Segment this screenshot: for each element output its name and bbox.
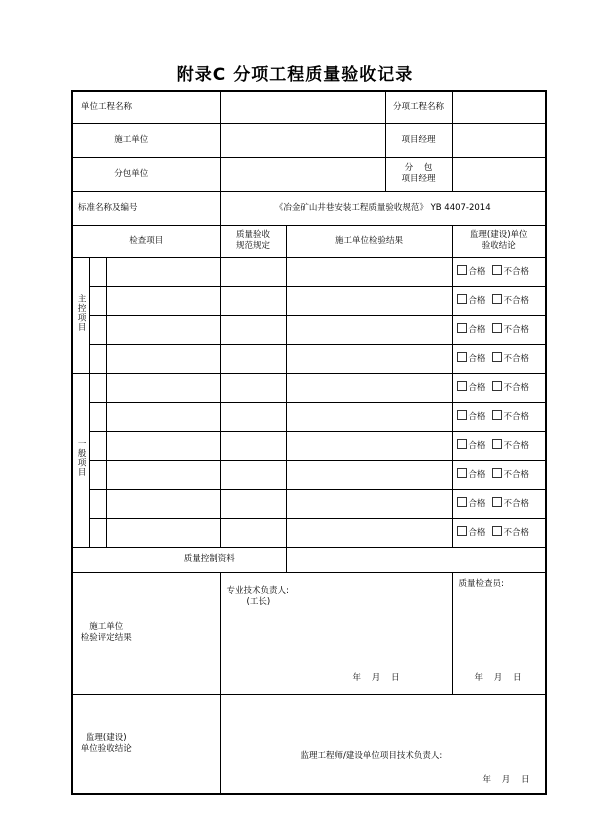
supervision-eval-line2: 单位验收结论 [80, 743, 132, 754]
tech-lead-label: 专业技术负责人: [226, 585, 289, 596]
check-item-cell[interactable] [106, 373, 220, 402]
check-item-cell[interactable] [106, 257, 220, 286]
subcontract-pm-label [385, 157, 452, 191]
row-index-cell [89, 518, 106, 547]
fail-checkbox[interactable] [492, 439, 502, 449]
result-cell[interactable] [286, 402, 452, 431]
fail-checkbox[interactable] [492, 526, 502, 536]
spec-cell[interactable] [220, 373, 286, 402]
fail-label: 不合格 [503, 528, 530, 539]
unit-project-name-field[interactable] [220, 91, 385, 123]
pass-label: 合格 [468, 354, 486, 365]
pass-checkbox[interactable] [457, 294, 467, 304]
verdict-cell [452, 344, 546, 373]
general-text: 一般项目 [76, 439, 87, 478]
check-items-header: 检查项目 [72, 225, 220, 257]
foreman-label: (工长) [246, 596, 271, 607]
quality-docs-label [72, 547, 286, 572]
result-cell[interactable] [286, 489, 452, 518]
quality-docs-text: 质量控制资料 [183, 554, 235, 565]
result-cell[interactable] [286, 315, 452, 344]
row-index-cell [89, 489, 106, 518]
verdict-cell [452, 518, 546, 547]
construction-result-header: 施工单位检验结果 [286, 225, 452, 257]
row-index-cell [89, 257, 106, 286]
pass-checkbox[interactable] [457, 323, 467, 333]
quality-docs-field[interactable] [286, 547, 546, 572]
general-group-label [72, 373, 89, 547]
supervision-header-line1: 监理(建设)单位 [469, 230, 528, 241]
subcontract-pm-line1: 分 包 [404, 163, 433, 174]
supervision-eval-label [72, 694, 220, 794]
pass-checkbox[interactable] [457, 497, 467, 507]
row-index-cell [89, 344, 106, 373]
inspector-label: 质量检查员: [458, 578, 504, 589]
supervision-date: 年 月 日 [482, 774, 530, 785]
quality-spec-line2: 规范规定 [235, 241, 270, 251]
construction-eval-line2: 检验评定结果 [80, 633, 132, 643]
verdict-cell [452, 489, 546, 518]
supervision-header-line2: 验收结论 [481, 241, 516, 251]
fail-label: 不合格 [503, 325, 530, 336]
fail-checkbox[interactable] [492, 294, 502, 304]
pass-checkbox[interactable] [457, 381, 467, 391]
construction-eval-label [72, 572, 220, 694]
pass-label: 合格 [468, 267, 486, 278]
result-cell[interactable] [286, 286, 452, 315]
construction-unit-label [72, 123, 220, 157]
standard-label: 标准名称及编号 [72, 191, 220, 225]
pass-checkbox[interactable] [457, 265, 467, 275]
result-cell[interactable] [286, 460, 452, 489]
main-control-group-label [72, 257, 89, 373]
result-cell[interactable] [286, 373, 452, 402]
subcontract-unit-label [72, 157, 220, 191]
fail-label: 不合格 [503, 354, 530, 365]
check-item-cell[interactable] [106, 315, 220, 344]
verdict-cell [452, 315, 546, 344]
project-manager-label: 项目经理 [385, 123, 452, 157]
pass-checkbox[interactable] [457, 410, 467, 420]
result-cell[interactable] [286, 431, 452, 460]
pass-label: 合格 [468, 325, 486, 336]
row-index-cell [89, 460, 106, 489]
check-item-cell[interactable] [106, 344, 220, 373]
row-index-cell [89, 315, 106, 344]
check-item-cell[interactable] [106, 431, 220, 460]
spec-cell[interactable] [220, 344, 286, 373]
fail-label: 不合格 [503, 383, 530, 394]
fail-checkbox[interactable] [492, 381, 502, 391]
construction-eval-line1: 施工单位 [89, 622, 124, 633]
pass-label: 合格 [468, 528, 486, 539]
spec-cell[interactable] [220, 402, 286, 431]
pass-checkbox[interactable] [457, 526, 467, 536]
result-cell[interactable] [286, 518, 452, 547]
construction-date-left: 年 月 日 [352, 672, 400, 683]
row-index-cell [89, 431, 106, 460]
fail-checkbox[interactable] [492, 265, 502, 275]
spec-cell[interactable] [220, 518, 286, 547]
quality-spec-header [220, 225, 286, 257]
fail-label: 不合格 [503, 441, 530, 452]
supervision-header [452, 225, 546, 257]
supervision-signer: 监理工程师/建设单位项目技术负责人: [300, 750, 443, 761]
construction-eval-body[interactable] [220, 572, 452, 694]
row-index-cell [89, 402, 106, 431]
subcontract-unit-field[interactable] [220, 157, 385, 191]
spec-cell[interactable] [220, 489, 286, 518]
spec-cell[interactable] [220, 315, 286, 344]
verdict-cell [452, 431, 546, 460]
pass-label: 合格 [468, 412, 486, 423]
fail-label: 不合格 [503, 412, 530, 423]
fail-checkbox[interactable] [492, 468, 502, 478]
verdict-cell [452, 257, 546, 286]
fail-checkbox[interactable] [492, 323, 502, 333]
verdict-cell [452, 402, 546, 431]
spec-cell[interactable] [220, 257, 286, 286]
fail-label: 不合格 [503, 499, 530, 510]
main-control-text: 主控项目 [76, 294, 87, 333]
result-cell[interactable] [286, 257, 452, 286]
sub-project-name-field[interactable] [452, 91, 546, 123]
verdict-cell [452, 373, 546, 402]
inspector-cell[interactable] [452, 572, 546, 694]
spec-cell[interactable] [220, 286, 286, 315]
spec-cell[interactable] [220, 431, 286, 460]
pass-label: 合格 [468, 383, 486, 394]
pass-checkbox[interactable] [457, 468, 467, 478]
supervision-eval-body[interactable] [220, 694, 546, 794]
standard-value: 《冶金矿山井巷安装工程质量验收规范》 YB 4407-2014 [220, 191, 546, 225]
result-cell[interactable] [286, 344, 452, 373]
inspection-record-table [71, 90, 547, 795]
check-item-cell[interactable] [106, 518, 220, 547]
spec-cell[interactable] [220, 460, 286, 489]
subcontract-unit-text: 分包单位 [114, 168, 149, 179]
pass-label: 合格 [468, 499, 486, 510]
row-index-cell [89, 286, 106, 315]
pass-checkbox[interactable] [457, 439, 467, 449]
check-item-cell[interactable] [106, 286, 220, 315]
pass-label: 合格 [468, 470, 486, 481]
subcontract-pm-field[interactable] [452, 157, 546, 191]
pass-checkbox[interactable] [457, 352, 467, 362]
check-item-cell[interactable] [106, 489, 220, 518]
construction-date-right: 年 月 日 [474, 672, 522, 683]
row-index-cell [89, 373, 106, 402]
verdict-cell [452, 460, 546, 489]
sub-project-name-label: 分项工程名称 [385, 91, 452, 123]
verdict-cell [452, 286, 546, 315]
fail-checkbox[interactable] [492, 352, 502, 362]
project-manager-field[interactable] [452, 123, 546, 157]
construction-unit-field[interactable] [220, 123, 385, 157]
check-item-cell[interactable] [106, 460, 220, 489]
fail-label: 不合格 [503, 267, 530, 278]
fail-checkbox[interactable] [492, 497, 502, 507]
pass-label: 合格 [468, 441, 486, 452]
fail-checkbox[interactable] [492, 410, 502, 420]
subcontract-pm-line2: 项目经理 [401, 174, 436, 184]
unit-project-name-label: 单位工程名称 [72, 91, 220, 123]
check-item-cell[interactable] [106, 402, 220, 431]
fail-label: 不合格 [503, 470, 530, 481]
fail-label: 不合格 [503, 296, 530, 307]
page-title: 附录C 分项工程质量验收记录 [176, 65, 414, 85]
construction-unit-text: 施工单位 [114, 134, 149, 145]
quality-spec-line1: 质量验收 [235, 230, 270, 241]
pass-label: 合格 [468, 296, 486, 307]
supervision-eval-line1: 监理(建设) [85, 732, 127, 743]
